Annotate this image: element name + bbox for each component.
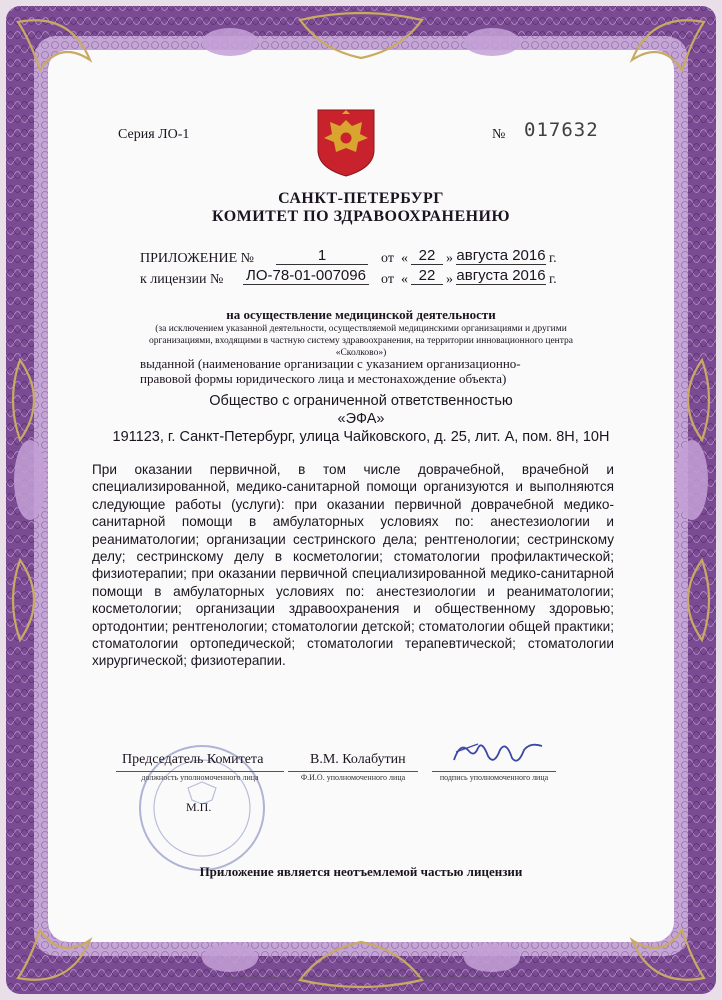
org-address: 191123, г. Санкт-Петербург, улица Чайковского, д. 25, лит. А, пом. 8Н, 10Н <box>112 429 610 445</box>
appendix-number: 1 <box>276 247 368 265</box>
license-from-label: от <box>381 272 394 287</box>
license-year-suffix: г. <box>549 272 557 287</box>
signatory-position: Председатель Комитета <box>122 752 264 767</box>
signatory-name: В.М. Колабутин <box>310 752 406 767</box>
activity-note-line3: «Сколково») <box>335 348 387 358</box>
series-label: Серия ЛО-1 <box>118 127 190 142</box>
appendix-close-quote: » <box>446 251 453 266</box>
license-close-quote: » <box>446 272 453 287</box>
handwritten-signature <box>448 736 548 772</box>
appendix-year-suffix: г. <box>549 251 557 266</box>
activity-note-line1: (за исключением указанной деятельности, осуществляемой медицинскими организациями и другими <box>155 324 567 334</box>
activity-note-line2: организациями, входящими в частную систему здравоохранения, на территории инновационного центра <box>149 336 573 346</box>
city-heading: САНКТ-ПЕТЕРБУРГ <box>278 190 444 207</box>
appendix-from-label: от <box>381 251 394 266</box>
caption-position: должность уполномоченного лица <box>141 773 259 782</box>
caption-signature: подпись уполномоченного лица <box>439 773 549 782</box>
org-name-line2: «ЭФА» <box>337 411 385 427</box>
license-day: 22 <box>411 267 443 285</box>
license-open-quote: « <box>401 272 408 287</box>
services-text: При оказании первичной, в том числе доврачебной, врачебной и специализированной, медико-санитарной помощи организуются и выполняются следующие работы (услуги): при оказании первичной доврачебной медико-санитарной помощи в амбулаторных условиях по: анестезиологии и реаниматологии; организации сестринского дела; рентгенологии; сестринскому делу; сестринскому делу в косметологии; стоматологии профилактической; физиотерапии; при оказании первичной специализированной медико-санитарной помощи в амбулаторных условиях по: анестезиологии и реаниматологии; косметологии; организации здравоохранения и общественному здоровью; ортодонтии; рентгенологии; стоматологии детской; стоматологии общей практики; стоматологии ортопедической; стоматологии терапевтической; стоматологии хирургической; физиотерапии. <box>92 462 614 669</box>
committee-heading: КОМИТЕТ ПО ЗДРАВООХРАНЕНИЮ <box>211 208 511 225</box>
license-month-year: августа 2016 <box>456 267 546 284</box>
document-number: 017632 <box>524 119 599 141</box>
printer-footer: "ГОЗНАК" "Типография №14 им. Н. И. Ленинградская", Лицензия 01-02-08/18, ИНН 7808047741, Зак. 116500, Тир. 2000, 2015 г. Уровень "Б" <box>225 975 497 980</box>
appendix-day: 22 <box>411 247 443 265</box>
activity-title: на осуществление медицинской деятельности <box>226 307 496 322</box>
license-number: ЛО-78-01-007096 <box>243 267 369 285</box>
coat-of-arms-icon <box>314 106 378 178</box>
appendix-open-quote: « <box>401 251 408 266</box>
caption-name: Ф.И.О. уполномоченного лица <box>300 773 406 782</box>
issued-line2: правовой формы юридического лица и местонахождение объекта) <box>140 371 507 386</box>
seal-place-label: М.П. <box>186 800 212 814</box>
appendix-label: ПРИЛОЖЕНИЕ № <box>140 251 254 266</box>
issued-line1: выданной (наименование организации с указанием организационно- <box>140 356 521 371</box>
number-label: № <box>492 127 506 142</box>
closing-statement: Приложение является неотъемлемой частью лицензии <box>199 864 523 879</box>
license-label: к лицензии № <box>140 272 224 287</box>
org-name-line1: Общество с ограниченной ответственностью <box>209 393 513 409</box>
appendix-month-year: августа 2016 <box>456 247 546 264</box>
